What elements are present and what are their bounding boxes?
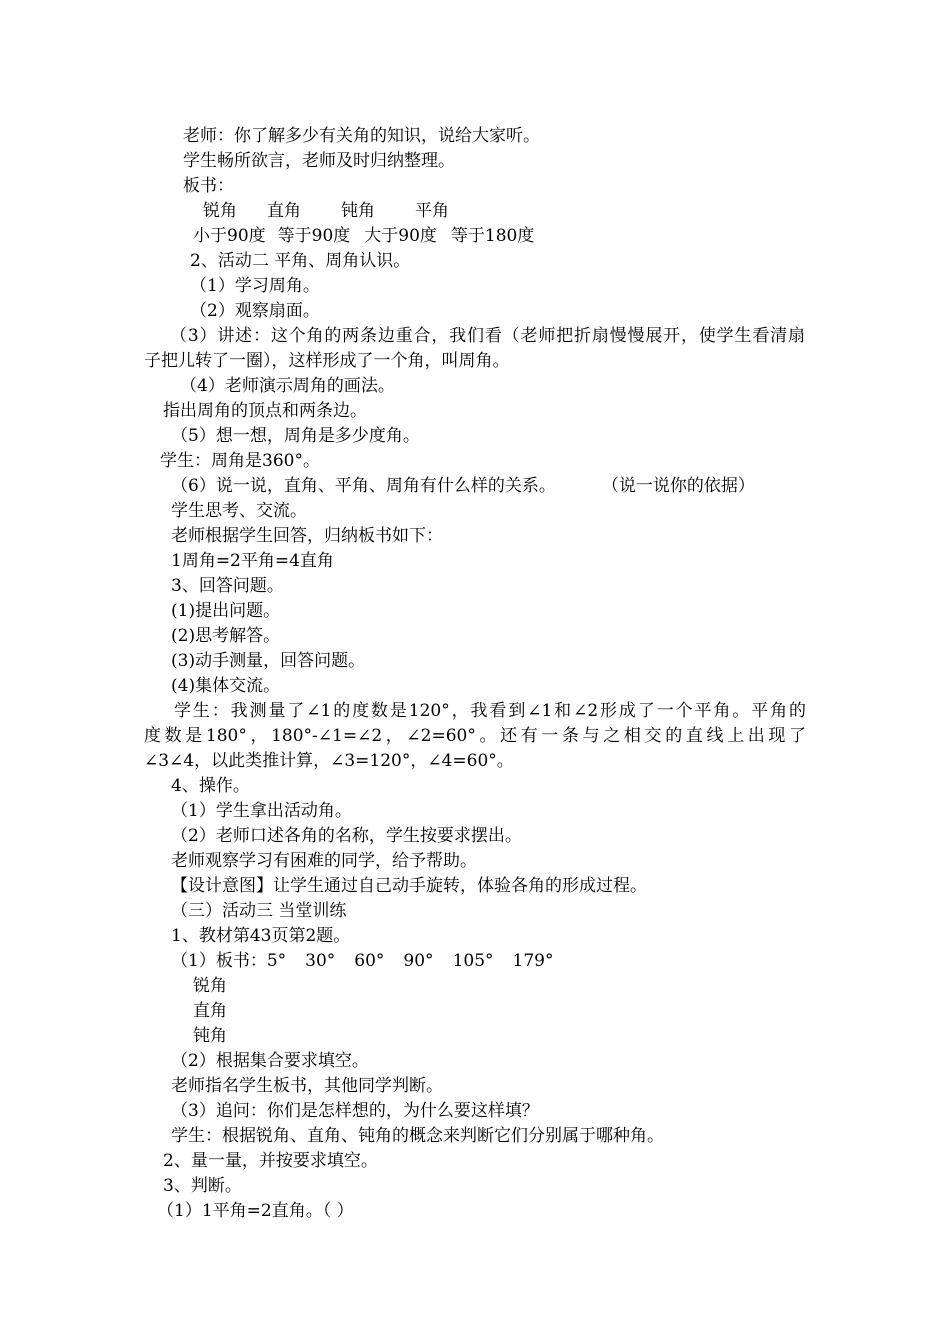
paragraph-line: （2）观察扇面。 bbox=[190, 301, 320, 321]
paragraph-line: （3）追问：你们是怎样想的，为什么要这样填？ bbox=[171, 1101, 539, 1121]
degree-value: 179° bbox=[512, 951, 554, 971]
angle-types-row bbox=[203, 199, 449, 223]
paragraph-line: 老师观察学习有困难的同学，给予帮助。 bbox=[171, 851, 477, 871]
paragraph-line: 板书： bbox=[183, 176, 234, 196]
paragraph-line: 度数是180°，180°-∠1=∠2，∠2=60°。还有一条与之相交的直线上出现了 bbox=[144, 726, 806, 746]
paragraph-line: 老师指名学生板书，其他同学判断。 bbox=[171, 1076, 443, 1096]
category-label: 直角 bbox=[193, 1001, 227, 1021]
paragraph-line: （2）老师口述各角的名称，学生按要求摆出。 bbox=[171, 826, 522, 846]
section-heading: 3、回答问题。 bbox=[171, 576, 284, 596]
angle-type-acute: 锐角 bbox=[203, 201, 237, 221]
relation-question: （6）说一说，直角、平角、周角有什么样的关系。 bbox=[171, 476, 556, 496]
section-heading: （三）活动三 当堂训练 bbox=[171, 901, 347, 921]
degree-value: 90° bbox=[403, 951, 434, 971]
degree-list-head: （1）板书：5° bbox=[171, 951, 287, 971]
paragraph-line: （1）1平角=2直角。（ ） bbox=[157, 1201, 354, 1221]
paragraph-line: 老师：你了解多少有关角的知识，说给大家听。 bbox=[183, 126, 540, 146]
degree-value: 30° bbox=[305, 951, 336, 971]
paragraph-line: 1、教材第43页第2题。 bbox=[171, 926, 351, 946]
paragraph-line: （5）想一想，周角是多少度角。 bbox=[171, 426, 420, 446]
paragraph-line: ∠3∠4，以此类推计算，∠3=120°，∠4=60°。 bbox=[144, 751, 514, 771]
section-heading: 4、操作。 bbox=[171, 776, 250, 796]
angle-degree-acute: 小于90度 bbox=[193, 226, 266, 246]
degree-list-row bbox=[171, 949, 553, 973]
angle-type-right: 直角 bbox=[267, 201, 301, 221]
paragraph-line: 子把儿转了一圈），这样形成了一个角，叫周角。 bbox=[144, 351, 510, 371]
paragraph-line: （1）学习周角。 bbox=[190, 276, 320, 296]
section-heading: 2、量一量，并按要求填空。 bbox=[163, 1151, 378, 1171]
degree-value: 60° bbox=[354, 951, 385, 971]
paragraph-line: 学生：根据锐角、直角、钝角的概念来判断它们分别属于哪种角。 bbox=[171, 1126, 664, 1146]
paragraph-line: （3）讲述：这个角的两条边重合，我们看（老师把折扇慢慢展开，使学生看清扇 bbox=[170, 326, 805, 346]
paragraph-line bbox=[171, 474, 755, 498]
degree-value: 105° bbox=[452, 951, 494, 971]
paragraph-line: (4)集体交流。 bbox=[171, 676, 281, 696]
paragraph-line: 学生思考、交流。 bbox=[171, 501, 307, 521]
paragraph-line: 老师根据学生回答，归纳板书如下： bbox=[171, 526, 443, 546]
section-heading: 2、活动二 平角、周角认识。 bbox=[190, 251, 411, 271]
design-intent: 【设计意图】让学生通过自己动手旋转，体验各角的形成过程。 bbox=[171, 876, 647, 896]
paragraph-line: 学生：我测量了∠1的度数是120°，我看到∠1和∠2形成了一个平角。平角的 bbox=[174, 701, 806, 721]
angle-type-straight: 平角 bbox=[415, 201, 449, 221]
angle-degree-right: 等于90度 bbox=[277, 226, 351, 246]
section-heading: 3、判断。 bbox=[163, 1176, 242, 1196]
formula-line: 1周角=2平角=4直角 bbox=[171, 551, 334, 571]
paragraph-line: （1）学生拿出活动角。 bbox=[171, 801, 352, 821]
paragraph-line: （4）老师演示周角的画法。 bbox=[180, 376, 395, 396]
angle-degree-row bbox=[193, 224, 534, 248]
paragraph-line: 学生畅所欲言，老师及时归纳整理。 bbox=[183, 151, 455, 171]
paragraph-line: （2）根据集合要求填空。 bbox=[171, 1051, 369, 1071]
paragraph-line: (1)提出问题。 bbox=[171, 601, 281, 621]
category-label: 锐角 bbox=[193, 976, 227, 996]
paragraph-line: 学生：周角是360°。 bbox=[160, 451, 320, 471]
angle-type-obtuse: 钝角 bbox=[341, 201, 375, 221]
paragraph-line: (2)思考解答。 bbox=[171, 626, 281, 646]
angle-degree-obtuse: 大于90度 bbox=[364, 226, 437, 246]
relation-basis: （说一说你的依据） bbox=[601, 476, 755, 496]
paragraph-line: 指出周角的顶点和两条边。 bbox=[163, 401, 367, 421]
angle-degree-straight: 等于180度 bbox=[450, 226, 535, 246]
category-label: 钝角 bbox=[193, 1026, 227, 1046]
paragraph-line: (3)动手测量，回答问题。 bbox=[171, 651, 366, 671]
